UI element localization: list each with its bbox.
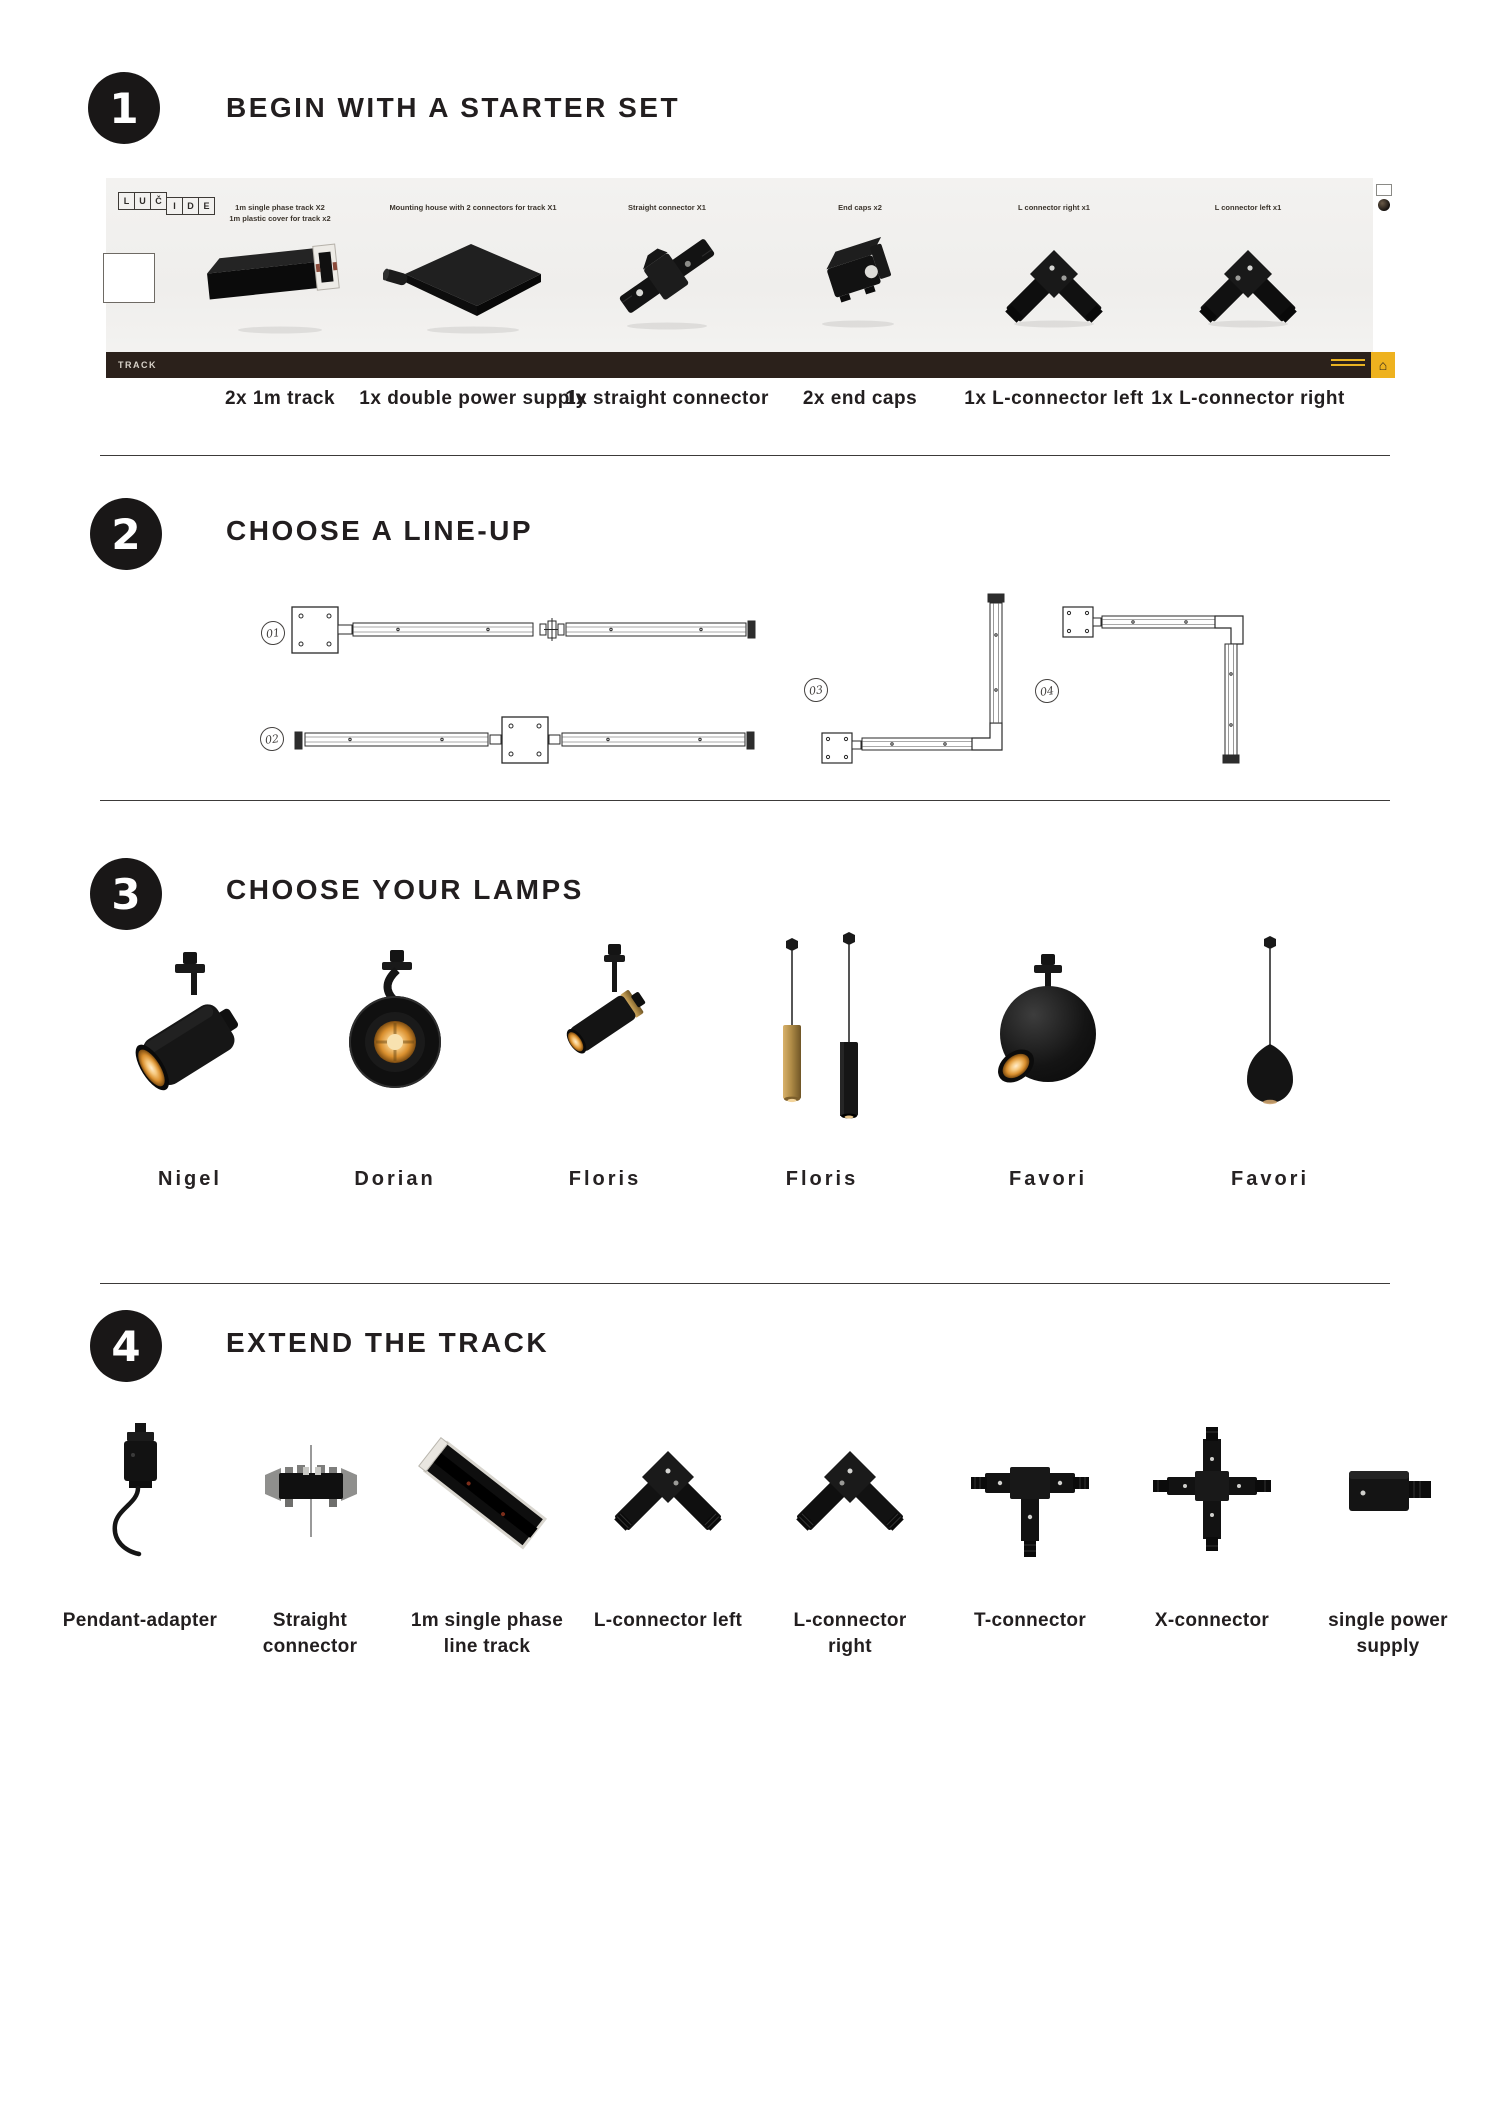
box-side-panel (1373, 178, 1395, 352)
step-1-number: 1 (109, 83, 139, 133)
lamp-name: Floris (568, 1168, 642, 1190)
house-icon: ⌂ (1371, 352, 1395, 378)
box-product-label: L connector left x1 (1214, 203, 1282, 212)
pendant-adapter-photo (65, 1415, 215, 1580)
l-connector-right-photo (964, 224, 1144, 339)
lineup-01-label: 01 (259, 619, 286, 646)
straight-connector-photo (235, 1415, 385, 1580)
lineup-04-label: 04 (1033, 677, 1060, 704)
box-label-line: 1m plastic cover for track x2 (229, 214, 331, 224)
section-divider (100, 800, 1390, 801)
box-side-photo-dot (1378, 199, 1390, 211)
starter-caption: 1x L-connector right (1151, 388, 1345, 409)
box-product-label: Straight connector X1 (628, 203, 706, 212)
step-1-number-badge (88, 72, 160, 144)
logo-letter: L (118, 192, 135, 210)
single-phase-track-photo (412, 1415, 562, 1580)
extend-item-label: T-connector (973, 1610, 1087, 1631)
starter-set-box-photo (106, 178, 1395, 378)
lamp-favori-spot-photo (963, 930, 1133, 1165)
lamp-name: Nigel (158, 1168, 222, 1190)
step-3-number: 3 (111, 869, 141, 919)
logo-letter: I (166, 197, 183, 215)
step-3-title: CHOOSE YOUR LAMPS (226, 874, 584, 905)
starter-caption: 2x 1m track (224, 388, 336, 409)
l-connector-left-photo (1158, 224, 1338, 339)
lamp-name: Favori (1230, 1168, 1310, 1190)
logo-letter: E (198, 197, 215, 215)
box-strip-label: TRACK (118, 360, 157, 370)
extend-item-label: 1m single phase line track (410, 1610, 564, 1657)
box-flap (103, 253, 155, 303)
lineup-03-label: 03 (802, 676, 829, 703)
starter-caption: 2x end caps (802, 388, 918, 409)
box-product-label: Mounting house with 2 connectors for track X1 (389, 203, 557, 212)
extend-item-label: L-connector right (793, 1610, 907, 1657)
step-3-number-badge (90, 858, 162, 930)
lineup-diagrams (140, 580, 1300, 780)
lamp-dorian-photo (310, 930, 480, 1165)
box-strip-microtext (1331, 359, 1365, 369)
lamp-name: Dorian (354, 1168, 436, 1190)
section-divider (100, 455, 1390, 456)
step-4-title: EXTEND THE TRACK (226, 1327, 550, 1358)
extend-item-label: Straight connector (262, 1610, 358, 1657)
lineup-02-label: 02 (258, 725, 285, 752)
x-connector-photo (1137, 1415, 1287, 1580)
extend-item-label: L-connector left (593, 1610, 743, 1631)
l-connector-right-photo (775, 1415, 925, 1580)
step-4-number-badge (90, 1310, 162, 1382)
t-connector-photo (955, 1415, 1105, 1580)
starter-caption: 1x straight connector (565, 388, 769, 409)
starter-caption: 1x double power supply (359, 388, 587, 409)
extend-item-label: Pendant-adapter (62, 1610, 218, 1631)
box-product-label: End caps x2 (838, 203, 882, 212)
section-divider (100, 1283, 1390, 1284)
extend-item-label: X-connector (1154, 1610, 1270, 1631)
box-side-tag (1376, 184, 1392, 196)
lamp-floris-pendants-photo (737, 930, 907, 1165)
lamp-floris-spot-photo (520, 930, 690, 1165)
lamp-name: Floris (785, 1168, 859, 1190)
l-connector-left-photo (593, 1415, 743, 1580)
track-profile-photo (190, 224, 370, 339)
lineup-03-diagram (822, 594, 1004, 763)
step-2-number: 2 (111, 509, 141, 559)
lineup-04-diagram (1063, 607, 1243, 763)
box-bottom-strip (106, 352, 1395, 378)
extend-item-label: single power supply (1328, 1610, 1448, 1657)
single-power-supply-photo (1313, 1415, 1463, 1580)
box-label-line: 1m single phase track X2 (235, 203, 325, 212)
straight-connector-photo (577, 224, 757, 339)
mounting-house-photo (383, 224, 563, 339)
step-2-number-badge (90, 498, 162, 570)
end-caps-photo (770, 224, 950, 339)
logo-letter: U (134, 192, 151, 210)
box-product-label: L connector right x1 (1018, 203, 1090, 212)
step-1-title: BEGIN WITH A STARTER SET (226, 92, 681, 123)
lineup-02-diagram (295, 717, 754, 763)
lamp-favori-pendant-photo (1185, 930, 1355, 1165)
lamp-name: Favori (1008, 1168, 1088, 1190)
step-2-title: CHOOSE A LINE-UP (226, 515, 534, 546)
lineup-01-diagram (292, 607, 755, 653)
lamp-nigel-photo (105, 930, 275, 1165)
box-product-label (190, 202, 370, 225)
step-4-number: 4 (111, 1321, 141, 1371)
starter-caption: 1x L-connector left (964, 388, 1144, 409)
logo-letter: D (182, 197, 199, 215)
logo-letter: Č (150, 192, 167, 210)
